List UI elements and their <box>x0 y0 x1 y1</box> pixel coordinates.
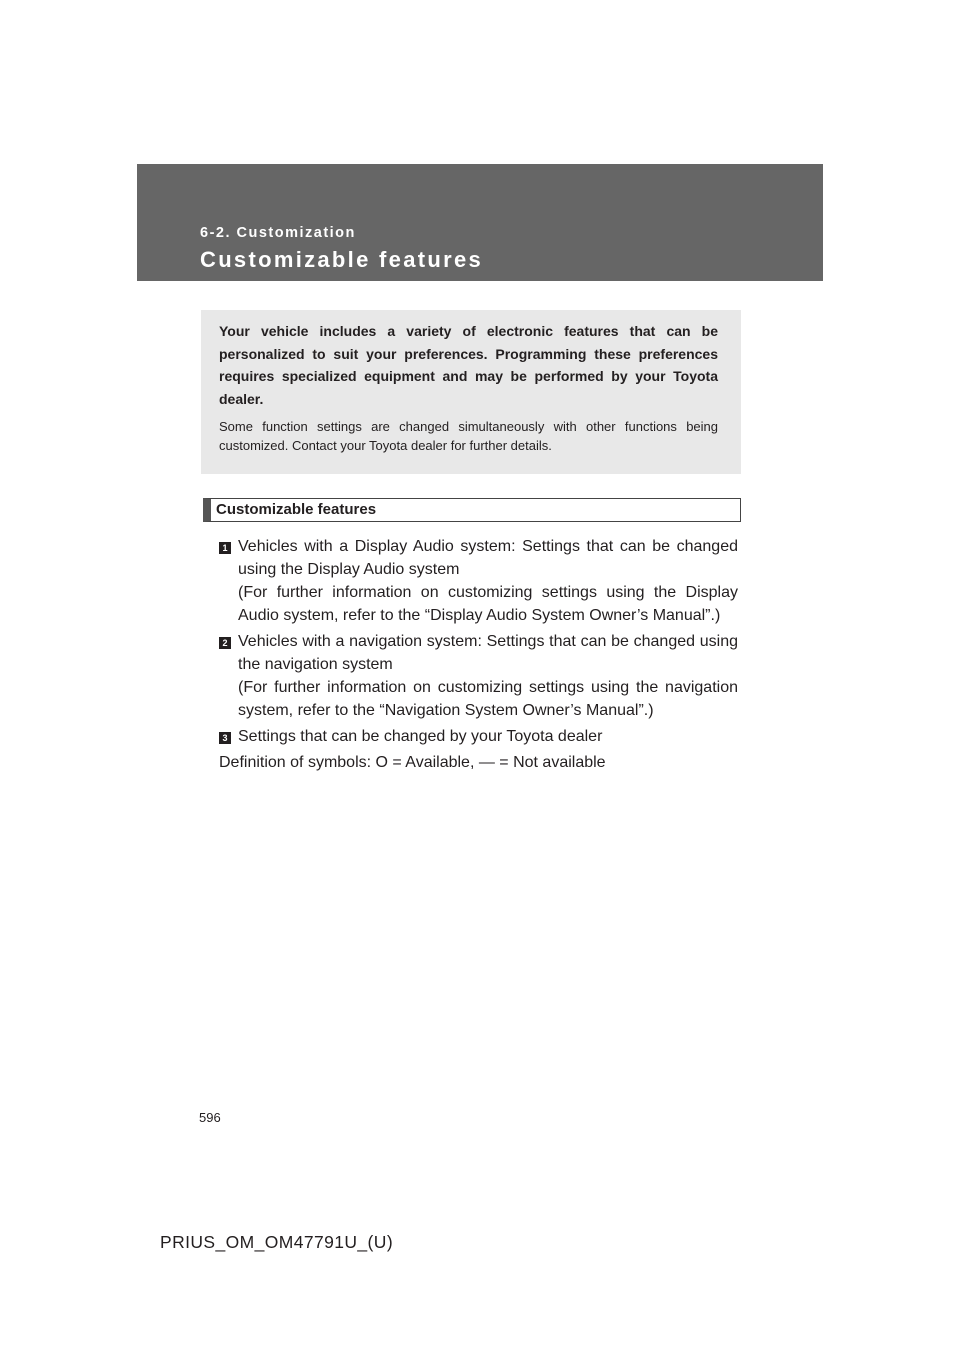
number-3-icon: 3 <box>219 732 231 744</box>
intro-box <box>201 310 741 474</box>
list-item <box>219 725 738 748</box>
list-item-text: Vehicles with a navigation system: Settings that can be changed using the navigation system <box>238 633 738 673</box>
section-heading: Customizable features <box>203 498 741 522</box>
document-code: PRIUS_OM_OM47791U_(U) <box>160 1232 394 1252</box>
list-item-text: Vehicles with a Display Audio system: Settings that can be changed using the Display Audio system <box>238 538 738 578</box>
number-2-icon: 2 <box>219 637 231 649</box>
list-item-text: Settings that can be changed by your Toyota dealer <box>238 728 603 745</box>
page-title: Customizable features <box>200 247 484 272</box>
symbol-definition: Definition of symbols: O = Available, — = Not available <box>219 754 606 771</box>
feature-list <box>219 535 738 774</box>
page-number: 596 <box>199 1110 221 1125</box>
intro-note: Some function settings are changed simultaneously with other functions being customized. Contact your Toyota dealer for further details. <box>219 419 718 453</box>
number-1-icon: 1 <box>219 542 231 554</box>
intro-text: Your vehicle includes a variety of electronic features that can be personalized to suit your preferences. Programming these preferences requires specialized equipment and may be performed by your Toyota dealer. <box>219 323 718 407</box>
list-item <box>219 535 738 627</box>
list-item-detail: (For further information on customizing settings using the Display Audio system, refer to the “Display Audio System Owner’s Manual”.) <box>238 584 738 624</box>
chapter-header-band <box>137 164 823 281</box>
list-item <box>219 630 738 722</box>
list-item-detail: (For further information on customizing settings using the navigation system, refer to the “Navigation System Owner’s Manual”.) <box>238 679 738 719</box>
section-label: 6-2. Customization <box>200 225 356 241</box>
